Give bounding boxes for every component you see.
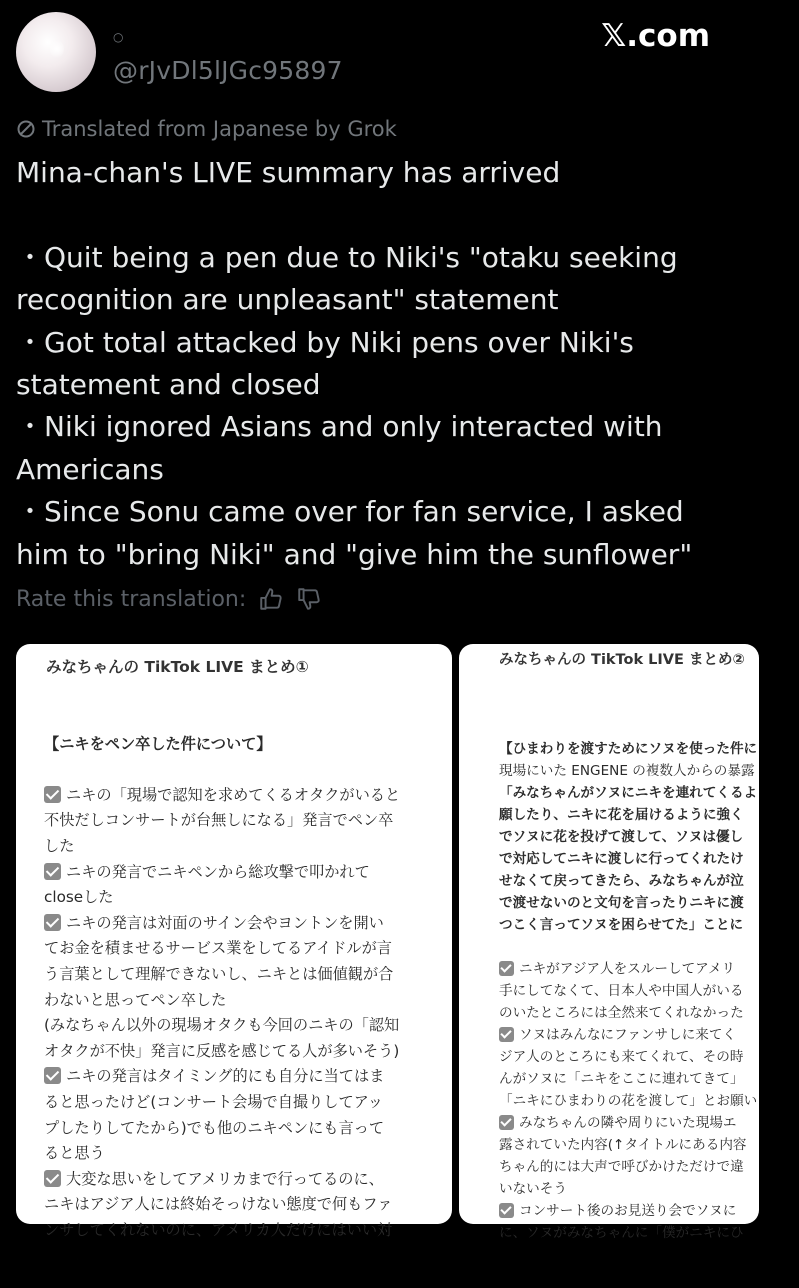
line-text: せなくて戻ってきたら、みなちゃんが泣 <box>499 873 744 889</box>
text-line <box>44 808 444 834</box>
text-line <box>499 782 799 804</box>
summary-image-1[interactable] <box>16 644 452 1239</box>
line-text: わないと思ってペン卒した <box>44 990 227 1009</box>
line-text: に、ソヌがみなちゃんに「僕がニキにひ <box>499 1225 744 1241</box>
text-line <box>499 1002 799 1024</box>
avatar[interactable] <box>16 12 96 92</box>
line-text: ニキの発言は対面のサイン会やヨントンを開い <box>66 913 384 932</box>
line-text: 「みなちゃんがソヌにニキを連れてくるよ <box>499 785 758 801</box>
image-title: みなちゃんの TikTok LIVE まとめ① <box>46 658 309 676</box>
text-line <box>499 1068 799 1090</box>
text-line <box>44 885 444 911</box>
text-line <box>499 892 799 914</box>
line-text: 手にしてなくて、日本人や中国人がいる <box>499 983 744 999</box>
text-line <box>44 1167 444 1193</box>
line-text: ニキはアジア人には終始そっけない態度で何もファ <box>44 1195 393 1214</box>
line-text: ニキの発言はタイミング的にも自分に当てはま <box>66 1067 385 1086</box>
line-text: 露されていた内容(↑タイトルにある内容 <box>499 1137 747 1153</box>
line-text: みなちゃんの隣や周りにいた現場エ <box>519 1115 737 1131</box>
text-line <box>499 1046 799 1068</box>
line-text: 現場にいた ENGENE の複数人からの暴露 <box>499 763 755 779</box>
checkbox-icon <box>499 961 514 976</box>
text-line <box>44 834 444 860</box>
checkbox-icon <box>44 863 61 880</box>
line-text: コンサート後のお見送り会でソヌに <box>519 1203 737 1219</box>
image-lines <box>499 738 799 1244</box>
checkbox-icon <box>44 914 61 931</box>
text-line <box>44 1090 444 1116</box>
line-text: ニキの「現場で認知を求めてくるオタクがいると <box>66 785 401 804</box>
summary-image-2[interactable] <box>459 644 759 1241</box>
thumbs-up-icon[interactable] <box>258 586 284 612</box>
text-line <box>44 860 444 886</box>
line-text: (みなちゃん以外の現場オタクも今回のニキの「認知 <box>44 1016 400 1035</box>
text-line <box>499 1222 799 1244</box>
text-line <box>44 936 444 962</box>
line-text: した <box>44 836 75 855</box>
checkbox-icon <box>499 1115 514 1130</box>
image-lines <box>44 783 444 1244</box>
text-line <box>44 1116 444 1142</box>
avatar-highlight <box>50 40 64 58</box>
text-line <box>44 1218 444 1244</box>
line-text: ニキがアジア人をスルーしてアメリ <box>519 961 736 977</box>
line-text: つこく言ってソヌを困らせてた」ことに <box>499 917 744 933</box>
line-text: んがソヌに「ニキをここに連れてきて」 <box>499 1071 744 1087</box>
line-text: 【ひまわりを渡すためにソヌを使った件に <box>499 741 758 757</box>
text-line <box>499 1178 799 1200</box>
checkbox-icon <box>44 1067 61 1084</box>
line-text: 願したり、ニキに花を届けるように強く <box>499 807 744 823</box>
line-text: closeした <box>44 888 114 907</box>
line-text: 不快だしコンサートが台無しになる」発言でペン卒 <box>44 811 394 830</box>
display-name[interactable]: ○ <box>113 30 124 44</box>
image-body <box>44 706 444 1269</box>
user-handle[interactable]: @rJvDl5lJGc95897 <box>113 56 343 85</box>
line-text: 「ニキにひまわりの花を渡して」とお願い <box>499 1093 758 1109</box>
line-text: 大変な思いをしてアメリカまで行ってるのに、 <box>66 1169 384 1188</box>
text-line <box>44 1141 444 1167</box>
image-title: みなちゃんの TikTok LIVE まとめ② <box>499 652 745 668</box>
text-line <box>499 1090 799 1112</box>
text-line <box>499 958 799 980</box>
text-line <box>44 1064 444 1090</box>
text-line <box>499 826 799 848</box>
line-text: で渡せないのと文句を言ったりニキに渡 <box>499 895 744 911</box>
line-text: う言葉として理解できないし、ニキとは価値観が合 <box>44 964 394 983</box>
checkbox-icon <box>499 1027 514 1042</box>
text-line <box>499 936 799 958</box>
text-line <box>499 1024 799 1046</box>
text-line <box>499 804 799 826</box>
text-line <box>44 1192 444 1218</box>
checkbox-icon <box>44 1170 61 1187</box>
line-text: ちゃん的には大声で呼びかけただけで違 <box>499 1159 744 1175</box>
text-line <box>44 1039 444 1065</box>
text-line <box>499 1112 799 1134</box>
line-text: ソヌはみんなにファンサしに来てく <box>519 1027 737 1043</box>
text-line <box>44 962 444 988</box>
translation-notice <box>16 117 397 141</box>
line-text: オタクが不快」発言に反感を感じてる人が多いそう) <box>44 1041 400 1060</box>
checkbox-icon <box>44 786 61 803</box>
translate-slash-icon <box>16 119 36 139</box>
text-line <box>499 914 799 936</box>
text-line <box>44 988 444 1014</box>
checkbox-icon <box>499 1203 514 1218</box>
text-line <box>499 1156 799 1178</box>
line-text: ると思ったけど(コンサート会場で自撮りしてアッ <box>44 1092 383 1111</box>
text-line <box>499 870 799 892</box>
text-line <box>44 783 444 809</box>
text-line <box>499 980 799 1002</box>
line-text: ると思う <box>44 1144 105 1163</box>
thumbs-down-icon[interactable] <box>296 586 322 612</box>
text-line <box>499 738 799 760</box>
line-text: で対応してニキに渡しに行ってくれたけ <box>499 851 744 867</box>
rate-translation <box>16 586 322 612</box>
line-text: いないそう <box>499 1181 567 1197</box>
tweet-text: Mina-chan's LIVE summary has arrived ・Quit being a pen due to Niki's "otaku seeking recognition are unpleasant" statement ・Got total attacked by Niki pens over Niki's statement and closed ・Niki ignored Asians and only interacted with Americans ・Since Sonu came over for fan service, I asked him to "bring Niki" and "give him the sunflower" <box>16 156 693 571</box>
line-text: プしたりしてたから)でも他のニキペンにも言って <box>44 1118 385 1137</box>
image-body <box>499 694 799 1288</box>
text-line <box>499 1134 799 1156</box>
text-line <box>44 1013 444 1039</box>
section-heading: 【ニキをペン卒した件について】 <box>44 734 272 753</box>
rate-label: Rate this translation: <box>16 586 247 612</box>
text-line <box>499 848 799 870</box>
line-text: ンサしてくれないのに、アメリカ人だけにはいい対 <box>44 1220 393 1239</box>
translated-label: Translated from Japanese by Grok <box>42 117 397 141</box>
line-text: ニキの発言でニキペンから総攻撃で叩かれて <box>66 862 370 881</box>
line-text: のいたところには全然来てくれなかった <box>499 1005 744 1021</box>
text-line <box>44 911 444 937</box>
text-line <box>499 760 799 782</box>
text-line <box>499 1200 799 1222</box>
line-text: てお金を積ませるサービス業をしてるアイドルが言 <box>44 939 392 958</box>
site-logo: 𝕏.com <box>601 18 710 54</box>
line-text: でソヌに花を投げて渡して、ソヌは優し <box>499 829 744 845</box>
line-text: ジア人のところにも来てくれて、その時 <box>499 1049 744 1065</box>
